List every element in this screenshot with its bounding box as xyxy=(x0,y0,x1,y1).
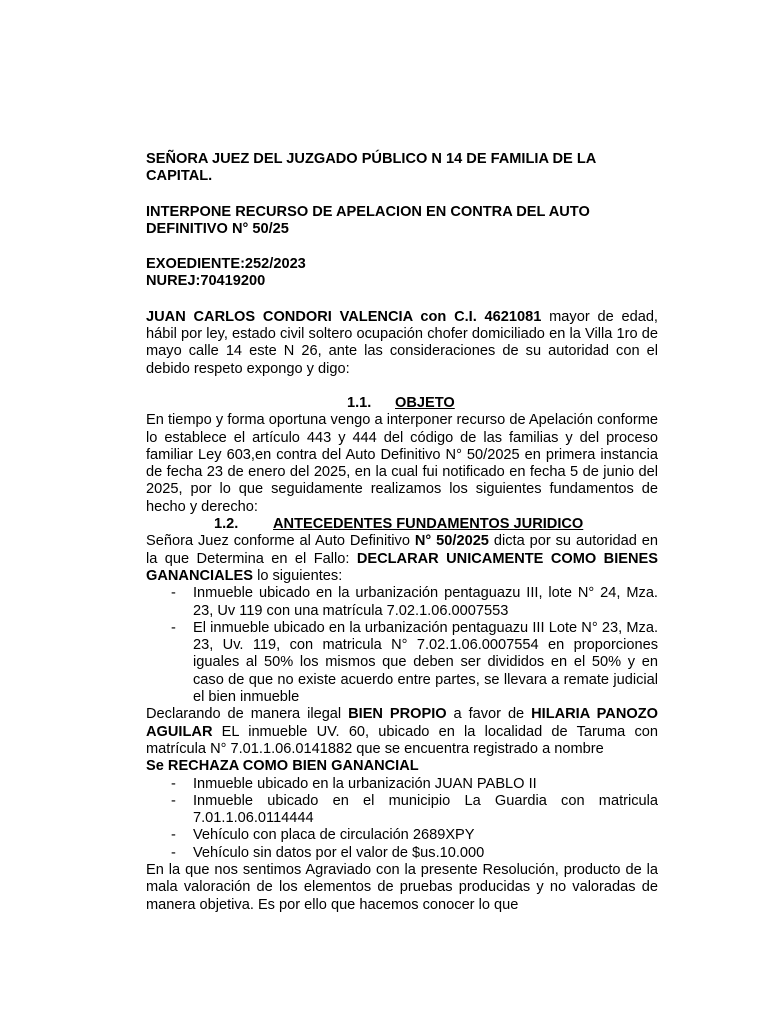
bien-propio-label: BIEN PROPIO xyxy=(348,706,447,723)
appellant-name: JUAN CARLOS CONDORI VALENCIA con C.I. 4621081 xyxy=(146,308,542,325)
list-item-text: Inmueble ubicado en el municipio La Guardia con matricula 7.01.1.06.0114444 xyxy=(193,792,658,827)
list-item-text: Inmueble ubicado en la urbanización JUAN PABLO II xyxy=(193,775,537,792)
list-item xyxy=(146,585,658,620)
rejected-heading: Se RECHAZA COMO BIEN GANANCIAL xyxy=(146,758,419,775)
section-title: OBJETO xyxy=(395,394,455,411)
document-body xyxy=(146,151,658,914)
dash-bullet: - xyxy=(171,775,176,792)
addressee: SEÑORA JUEZ DEL JUZGADO PÚBLICO N 14 DE FAMILIA DE LA CAPITAL. xyxy=(146,151,596,185)
section-objeto-body: En tiempo y forma oportuna vengo a interponer recurso de Apelación conforme lo establece el artículo 443 y 444 del código de las familias y del proceso familiar Ley 603,en contra del Auto Definitivo N° 50/2025 en primera instancia de fecha 23 de enero del 2025, en la cual fui notificado en fecha 5 de junio del 2025, por lo que seguidamente realizamos los siguientes fundamentos de hecho y derecho: xyxy=(146,412,658,515)
dash-bullet: - xyxy=(171,619,176,636)
marital-assets-list xyxy=(146,585,658,706)
dash-bullet: - xyxy=(171,844,176,861)
text-run: lo siguientes: xyxy=(253,567,343,584)
list-item-text: Vehículo con placa de circulación 2689XPY xyxy=(193,827,475,844)
section-number: 1.1. xyxy=(347,394,372,411)
separate-property-paragraph xyxy=(146,706,658,758)
intro-paragraph xyxy=(146,309,658,378)
list-item xyxy=(146,827,658,844)
text-run: dicta por su autoridad en la que Determina en el Fallo: xyxy=(146,533,658,567)
list-item xyxy=(146,793,658,828)
dash-bullet: - xyxy=(171,585,176,602)
section-number: 1.2. xyxy=(214,516,239,533)
section-title: ANTECEDENTES FUNDAMENTOS JURIDICO xyxy=(273,516,584,533)
dash-bullet: - xyxy=(171,792,176,809)
text-run: Señora Juez conforme al Auto Definitivo xyxy=(146,533,415,550)
list-item xyxy=(146,620,658,706)
text-run: EL inmueble UV. 60, ubicado en la localidad de Taruma con matrícula N° 7.01.1.06.0141882 que se encuentra registrado a nombre xyxy=(146,723,658,757)
list-item-text: Inmueble ubicado en la urbanización pentaguazu III, lote N° 24, Mza. 23, Uv 119 con una matrícula 7.02.1.06.0007553 xyxy=(193,585,658,619)
ruling-declaration: DECLARAR UNICAMENTE COMO BIENES GANANCIALES xyxy=(146,550,658,584)
section-heading-antecedentes xyxy=(146,516,658,533)
party-name: HILARIA PANOZO AGUILAR xyxy=(146,706,658,740)
text-run: Declarando de manera ilegal xyxy=(146,706,349,723)
list-item-text: Vehículo sin datos por el valor de $us.10.000 xyxy=(193,844,485,861)
ruling-paragraph xyxy=(146,533,658,585)
auto-number: N° 50/2025 xyxy=(414,533,489,550)
rejected-assets-list xyxy=(146,776,658,862)
closing-paragraph: En la que nos sentimos Agraviado con la presente Resolución, producto de la mala valoración de los elementos de pruebas producidas y no valoradas de manera objetiva. Es por ello que hacemos conocer lo que xyxy=(146,861,658,913)
case-number: EXOEDIENTE:252/2023 xyxy=(146,256,306,273)
intro-text: mayor de edad, hábil por ley, estado civil soltero ocupación chofer domiciliado en la Villa 1ro de mayo calle 14 este N 26, ante las consideraciones de su autoridad con el debido respeto expongo y digo: xyxy=(146,308,658,377)
dash-bullet: - xyxy=(171,827,176,844)
list-item xyxy=(146,776,658,793)
document-subject: INTERPONE RECURSO DE APELACION EN CONTRA DEL AUTO DEFINITIVO N° 50/25 xyxy=(146,203,590,237)
list-item xyxy=(146,845,658,862)
nurej-number: NUREJ:70419200 xyxy=(146,273,266,290)
list-item-text: El inmueble ubicado en la urbanización pentaguazu III Lote N° 23, Mza. 23, Uv. 119, con matricula N° 7.02.1.06.0007554 en proporciones iguales al 50% los mismos que deben ser divididos en el 50% y en caso de que no existe acuerdo entre partes, se llevara a remate judicial el bien inmueble xyxy=(193,619,658,706)
section-heading-objeto xyxy=(146,395,658,412)
text-run: a favor de xyxy=(446,706,532,723)
